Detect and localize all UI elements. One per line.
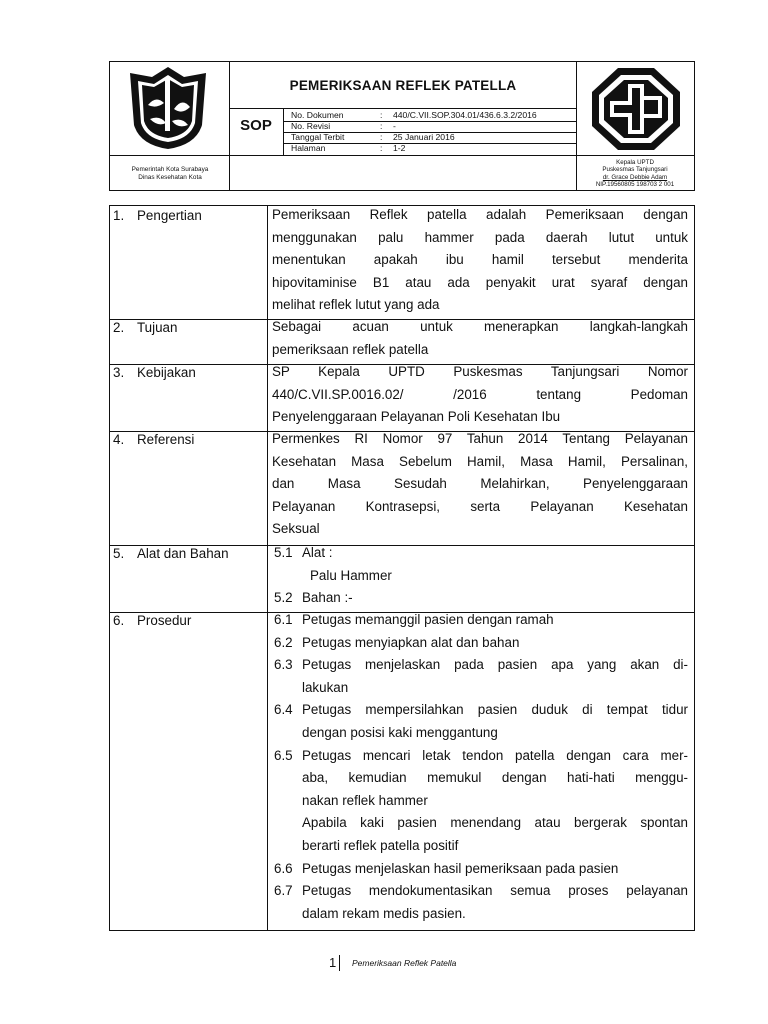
sop-header <box>109 61 695 191</box>
section-label: Tujuan <box>137 320 178 335</box>
document-title: PEMERIKSAAN REFLEK PATELLA <box>289 78 517 93</box>
page-number: 1 <box>329 955 337 970</box>
section-label: Kebijakan <box>137 365 196 380</box>
meta-row: No. Revisi : - <box>291 121 396 131</box>
list-item: 5.1 Alat : <box>274 545 333 560</box>
issuer-block: Pemerintah Kota Surabaya Dinas Kesehatan Kota <box>131 166 209 181</box>
section-label: Prosedur <box>137 613 192 628</box>
signatory-block: Kepala UPTD Puskesmas Tanjungsari dr. Grace Debbie Adam NIP.19560805 198703 2 001 <box>595 159 675 189</box>
procedure-step: 6.3 Petugas menjelaskan pada pasien apa yang akan di- lakukan <box>274 657 688 695</box>
meta-row: Halaman : 1-2 <box>291 143 406 153</box>
procedure-step: 6.1 Petugas memanggil pasien dengan ramah <box>274 612 554 627</box>
section-number: 5. <box>113 546 125 561</box>
section-label: Pengertian <box>137 208 202 223</box>
procedure-step: 6.2 Petugas menyiapkan alat dan bahan <box>274 634 520 650</box>
footer-divider <box>339 955 340 971</box>
section-number: 1. <box>113 208 125 223</box>
procedure-step: 6.4 Petugas mempersilahkan pasien duduk di tempat tidur dengan posisi kaki menggantung <box>274 702 688 740</box>
section-number: 6. <box>113 613 125 628</box>
section-text: Sebagai acuan untuk menerapkan langkah-langkah pemeriksaan reflek patella <box>272 319 688 357</box>
section-text: Permenkes RI Nomor 97 Tahun 2014 Tentang Pelayanan Kesehatan Masa Sebelum Hamil, Masa Hamil, Persalinan, dan Masa Sesudah Melahirkan, Penyelenggaraan Pelayanan Kontrasepsi, serta Pelayanan Kesehatan Seksual <box>272 431 688 537</box>
procedure-step: 6.5 Petugas mencari letak tendon patella dengan cara mer- aba, kemudian memukul dengan hati-hati menggu- nakan reflek hammer Apabila kaki pasien menendang atau bergerak spontan berarti reflek patella positif <box>274 747 688 853</box>
procedure-steps <box>272 609 688 925</box>
sop-label: SOP <box>240 117 272 134</box>
sop-content-table <box>109 205 695 931</box>
meta-row: No. Dokumen : 440/C.VII.SOP.304.01/436.6.3.2/2016 <box>291 110 537 120</box>
footer-title: Pemeriksaan Reflek Patella <box>352 958 457 968</box>
section-number: 3. <box>113 365 125 380</box>
section-text: Pemeriksaan Reflek patella adalah Pemeriksaan dengan menggunakan palu hammer pada daerah lutut untuk menentukan apakah ibu hamil tersebut menderita hipovitaminise B1 atau ada penyakit urat syaraf dengan melihat reflek lutut yang ada <box>272 207 688 313</box>
procedure-step: 6.6 Petugas menjelaskan hasil pemeriksaan pada pasien <box>274 860 619 876</box>
puskesmas-logo-icon <box>590 66 682 152</box>
section-items <box>272 542 688 610</box>
meta-row: Tanggal Terbit : 25 Januari 2016 <box>291 132 455 142</box>
procedure-step: 6.7 Petugas mendokumentasikan semua proses pelayanan dalam rekam medis pasien. <box>274 883 688 921</box>
section-number: 2. <box>113 320 125 335</box>
list-item: 5.2 Bahan :- <box>274 590 353 606</box>
surabaya-emblem-icon <box>126 65 210 151</box>
section-text: SP Kepala UPTD Puskesmas Tanjungsari Nomor 440/C.VII.SP.0016.02/ /2016 tentang Pedoman Penyelenggaraan Pelayanan Poli Kesehatan Ibu <box>272 364 688 425</box>
list-item: Palu Hammer <box>310 567 392 583</box>
section-label: Alat dan Bahan <box>137 546 229 561</box>
section-label: Referensi <box>137 432 195 447</box>
section-number: 4. <box>113 432 125 447</box>
